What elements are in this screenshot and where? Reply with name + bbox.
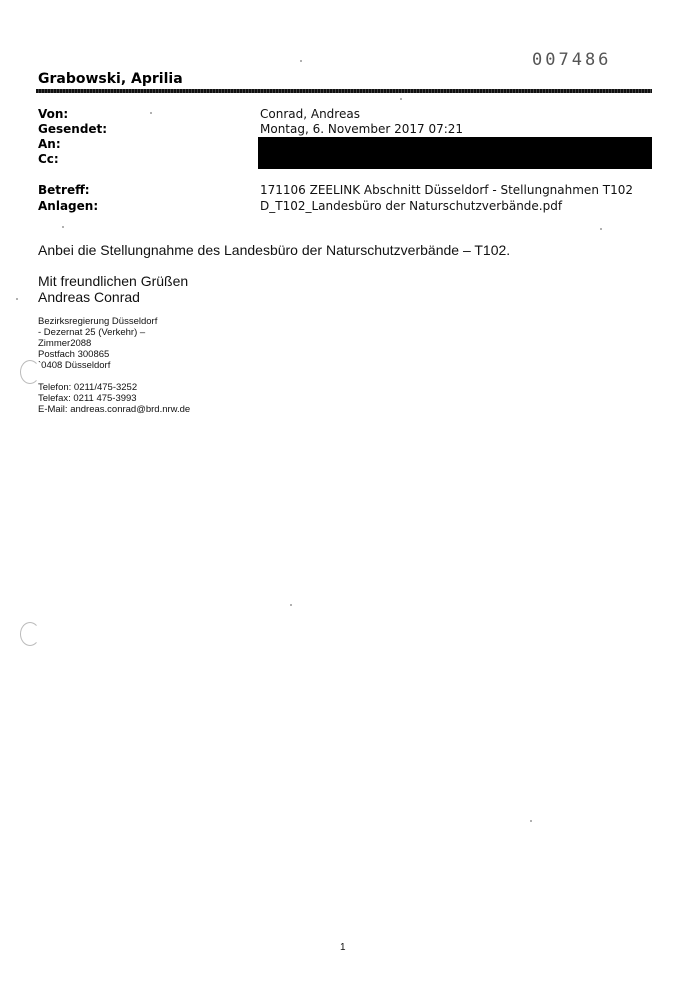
signature-line: Postfach 300865	[38, 349, 110, 360]
message-intro: Anbei die Stellungnahme des Landesbüro der Naturschutzverbände – T102.	[38, 242, 511, 258]
signature-line: `0408 Düsseldorf	[38, 360, 111, 371]
signature-phone: Telefon: 0211/475-3252	[38, 382, 138, 393]
subject-value: 171106 ZEELINK Abschnitt Düsseldorf - Stellungnahmen T102	[260, 183, 633, 197]
scan-speck	[150, 112, 152, 114]
sent-label: Gesendet:	[38, 122, 108, 136]
scan-speck	[530, 820, 532, 822]
page-number: 1	[340, 942, 346, 953]
scan-speck	[400, 98, 402, 100]
signature-line: Zimmer2088	[38, 338, 92, 349]
message-greeting: Mit freundlichen Grüßen	[38, 273, 189, 289]
scan-speck	[290, 604, 292, 606]
from-value: Conrad, Andreas	[260, 107, 360, 121]
attachments-value: D_T102_Landesbüro der Naturschutzverbände.pdf	[260, 199, 563, 213]
scan-speck	[16, 298, 18, 300]
punch-hole-mark	[20, 360, 40, 384]
scan-speck	[300, 60, 302, 62]
signature-line: Bezirksregierung Düsseldorf	[38, 316, 158, 327]
header-divider	[36, 89, 652, 93]
message-sender-name: Andreas Conrad	[38, 289, 140, 305]
to-label: An:	[38, 137, 61, 151]
subject-label: Betreff:	[38, 183, 90, 197]
punch-hole-mark	[20, 622, 40, 646]
scan-speck	[600, 228, 602, 230]
mailbox-owner-name: Grabowski, Aprilia	[38, 71, 183, 87]
attachments-label: Anlagen:	[38, 199, 99, 213]
signature-fax: Telefax: 0211 475-3993	[38, 393, 137, 404]
signature-line: - Dezernat 25 (Verkehr) –	[38, 327, 146, 338]
sent-value: Montag, 6. November 2017 07:21	[260, 122, 464, 136]
signature-email: E-Mail: andreas.conrad@brd.nrw.de	[38, 404, 191, 415]
stamp-number: 007486	[532, 50, 612, 70]
cc-label: Cc:	[38, 152, 59, 166]
redaction-bar	[258, 137, 652, 169]
scan-speck	[62, 226, 64, 228]
from-label: Von:	[38, 107, 69, 121]
